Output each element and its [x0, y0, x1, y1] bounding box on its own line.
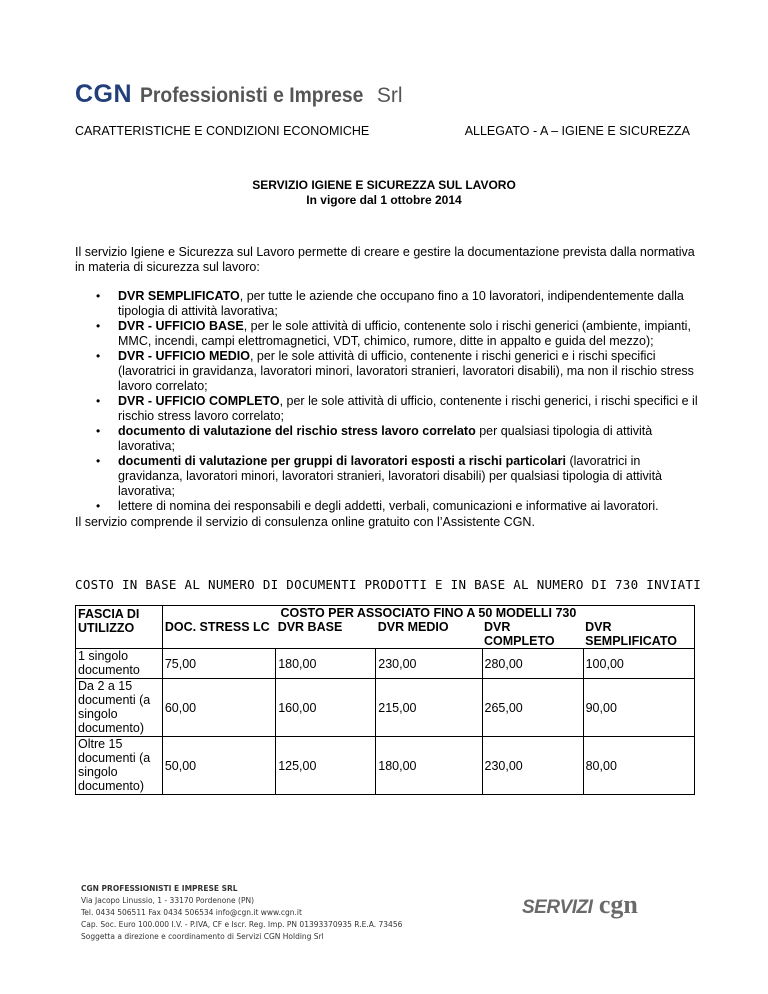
list-item	[75, 289, 705, 319]
list-item-bold: DVR - UFFICIO COMPLETO	[118, 394, 280, 408]
list-item-text: , per tutte le aziende che occupano fino a 10 lavoratori, indipendentemente dalla tipologia di attività lavorativa;	[118, 289, 684, 318]
column-header: DVR BASE	[277, 620, 343, 634]
table-cell: 125,00	[276, 737, 376, 795]
table-cell: 280,00	[482, 649, 583, 679]
logo-name: Professionisti e Imprese	[140, 84, 364, 107]
table-subheader-row	[76, 620, 695, 649]
list-item-bold: DVR - UFFICIO MEDIO	[118, 349, 250, 363]
table-header-row	[76, 606, 695, 621]
header-left: CARATTERISTICHE E CONDIZIONI ECONOMICHE	[75, 124, 370, 138]
header-group: COSTO PER ASSOCIATO FINO A 50 MODELLI 730	[162, 606, 694, 621]
bullet-icon: •	[96, 289, 101, 303]
footer	[81, 883, 402, 943]
list-item-bold: DVR SEMPLIFICATO	[118, 289, 240, 303]
table-cell: 230,00	[376, 649, 482, 679]
footer-direction: Soggetta a direzione e coordinamento di Servizi CGN Holding Srl	[81, 932, 324, 941]
list-item-bold: documenti di valutazione per gruppi di lavoratori esposti a rischi particolari	[118, 454, 567, 468]
footer-company: CGN PROFESSIONISTI E IMPRESE SRL	[81, 884, 238, 893]
table-row	[76, 737, 695, 795]
table-cell: 50,00	[162, 737, 275, 795]
list-item	[75, 424, 705, 454]
service-note: Il servizio comprende il servizio di consulenza online gratuito con l’Assistente CGN.	[75, 515, 535, 529]
table-row	[76, 679, 695, 737]
list-item	[75, 499, 705, 514]
table-cell: 160,00	[276, 679, 376, 737]
column-header: DVR MEDIO	[377, 620, 449, 634]
list-item-text: , per le sole attività di ufficio, contenente i rischi generici e i rischi specifici (lavoratrici in gravidanza, lavoratori minori, lavoratori stranieri, lavoratori disabili), ma non il rischio stress lavoro correlato;	[118, 349, 694, 393]
servizi-logo-word1: SERVIZI	[522, 897, 593, 918]
table-row	[76, 649, 695, 679]
document-title: SERVIZIO IGIENE E SICUREZZA SUL LAVORO	[252, 178, 516, 192]
servizi-cgn-logo	[522, 890, 638, 920]
list-item-text: , per le sole attività di ufficio, contenente i rischi generici, i rischi specifici e il rischio stress lavoro correlato;	[118, 394, 698, 423]
list-item	[75, 454, 705, 499]
row-label: 1 singolo documento	[76, 649, 163, 679]
document-subtitle: In vigore dal 1 ottobre 2014	[306, 193, 462, 207]
header-right: ALLEGATO - A – IGIENE E SICUREZZA	[464, 124, 690, 138]
list-item-text: per qualsiasi tipologia di attività lavorativa;	[118, 424, 653, 453]
row-label: Oltre 15 documenti (a singolo documento)	[76, 737, 163, 795]
footer-address: Via Jacopo Linussio, 1 - 33170 Pordenone (PN)	[81, 896, 255, 905]
footer-contacts: Tel. 0434 506511 Fax 0434 506534 info@cgn.it www.cgn.it	[81, 908, 302, 917]
table-cell: 180,00	[376, 737, 482, 795]
column-header: DOC. STRESS LC	[162, 620, 275, 649]
column-header: DVR SEMPLIFICATO	[583, 620, 694, 649]
list-item-text: (lavoratrici in gravidanza, lavoratori minori, lavoratori stranieri, lavoratori disabili) per qualsiasi tipologia di attività lavorativa;	[118, 454, 662, 498]
table-cell: 265,00	[482, 679, 583, 737]
row-label: Da 2 a 15 documenti (a singolo documento)	[76, 679, 163, 737]
table-cell: 100,00	[583, 649, 694, 679]
bullet-icon: •	[96, 454, 101, 468]
logo-brand: CGN	[75, 80, 133, 108]
section-title: COSTO IN BASE AL NUMERO DI DOCUMENTI PRODOTTI E IN BASE AL NUMERO DI 730 INVIATI	[75, 577, 702, 592]
intro-paragraph: Il servizio Igiene e Sicurezza sul Lavoro permette di creare e gestire la documentazione prevista dalla normativa in materia di sicurezza sul lavoro:	[75, 245, 695, 274]
list-item-bold: DVR - UFFICIO BASE	[118, 319, 244, 333]
list-item-bold: documento di valutazione del rischio stress lavoro correlato	[118, 424, 476, 438]
list-item	[75, 349, 705, 394]
logo-suffix: Srl	[376, 84, 403, 107]
pricing-table	[75, 605, 695, 795]
feature-list	[75, 289, 705, 514]
footer-legal: Cap. Soc. Euro 100.000 I.V. - P.IVA, CF e Iscr. Reg. Imp. PN 01393370935 R.E.A. 73456	[81, 920, 403, 929]
bullet-icon: •	[96, 424, 101, 438]
company-logo	[75, 80, 403, 108]
table-cell: 180,00	[276, 649, 376, 679]
table-cell: 75,00	[162, 649, 275, 679]
bullet-icon: •	[96, 394, 101, 408]
list-item	[75, 394, 705, 424]
table-cell: 60,00	[162, 679, 275, 737]
table-cell: 80,00	[583, 737, 694, 795]
table-cell: 90,00	[583, 679, 694, 737]
list-item-text: lettere di nomina dei responsabili e degli addetti, verbali, comunicazioni e informative ai lavoratori.	[118, 499, 659, 513]
bullet-icon: •	[96, 319, 101, 333]
servizi-logo-word2: cgn	[598, 890, 638, 919]
table-cell: 230,00	[482, 737, 583, 795]
table-cell: 215,00	[376, 679, 482, 737]
bullet-icon: •	[96, 499, 101, 513]
list-item	[75, 319, 705, 349]
header-fascia: FASCIA DI UTILIZZO	[76, 606, 163, 649]
bullet-icon: •	[96, 349, 101, 363]
column-header: DVR COMPLETO	[484, 620, 555, 648]
list-item-text: , per le sole attività di ufficio, contenente solo i rischi generici (ambiente, impianti, MMC, incendi, campi elettromagnetici, VDT, chimico, rumore, ditte in appalto e guida del mezzo);	[118, 319, 691, 348]
